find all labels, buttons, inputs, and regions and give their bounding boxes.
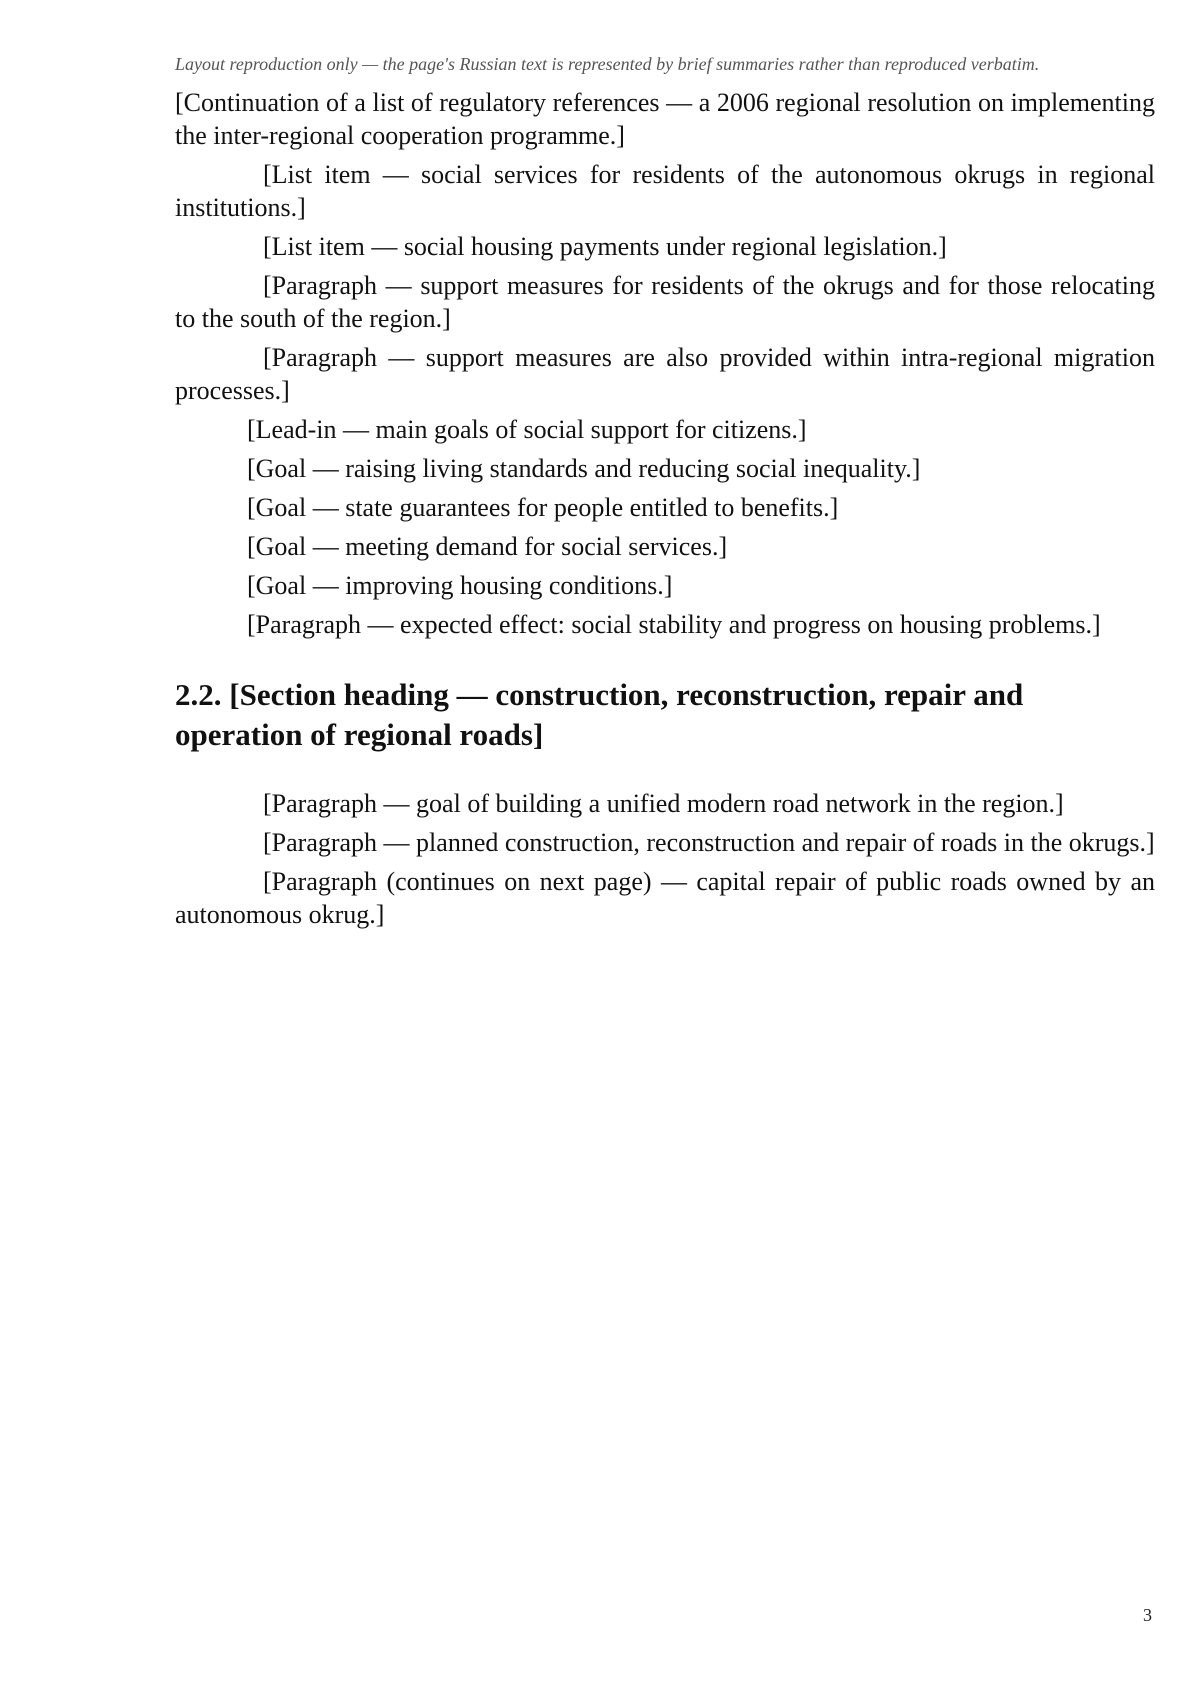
paragraph-road-network-goal: [Paragraph — goal of building a unified modern road network in the region.] xyxy=(263,789,1064,818)
paragraph-capital-repair: [Paragraph (continues on next page) — capital repair of public roads owned by an autonomous okrug.] xyxy=(175,867,1155,929)
paragraph-migration-support: [Paragraph — support measures are also provided within intra-regional migration processes.] xyxy=(175,343,1155,405)
goal-item-housing: [Goal — improving housing conditions.] xyxy=(247,571,673,600)
list-item-housing-payments: [List item — social housing payments under regional legislation.] xyxy=(263,232,947,261)
goal-item-social-services: [Goal — meeting demand for social services.] xyxy=(247,532,728,561)
section-heading-2-2: 2.2. [Section heading — construction, reconstruction, repair and operation of regional roads] xyxy=(175,677,1024,752)
paragraph-road-works-plan: [Paragraph — planned construction, reconstruction and repair of roads in the okrugs.] xyxy=(263,828,1155,857)
goal-item-living-standards: [Goal — raising living standards and reducing social inequality.] xyxy=(247,454,921,483)
page-number: 3 xyxy=(1143,1605,1152,1625)
list-item-social-services: [List item — social services for residents of the autonomous okrugs in regional institutions.] xyxy=(175,160,1155,222)
paragraph-goals-intro: [Lead-in — main goals of social support for citizens.] xyxy=(247,415,807,444)
paragraph-continuation: [Continuation of a list of regulatory references — a 2006 regional resolution on implementing the inter-regional cooperation programme.] xyxy=(175,88,1155,150)
paragraph-support-measures: [Paragraph — support measures for residents of the okrugs and for those relocating to the south of the region.] xyxy=(175,271,1155,333)
paragraph-expected-effect: [Paragraph — expected effect: social stability and progress on housing problems.] xyxy=(247,610,1101,639)
layout-notice: Layout reproduction only — the page's Russian text is represented by brief summaries rather than reproduced verbatim. xyxy=(175,54,1040,74)
document-page xyxy=(175,52,1155,937)
goal-item-state-guarantees: [Goal — state guarantees for people entitled to benefits.] xyxy=(247,493,839,522)
